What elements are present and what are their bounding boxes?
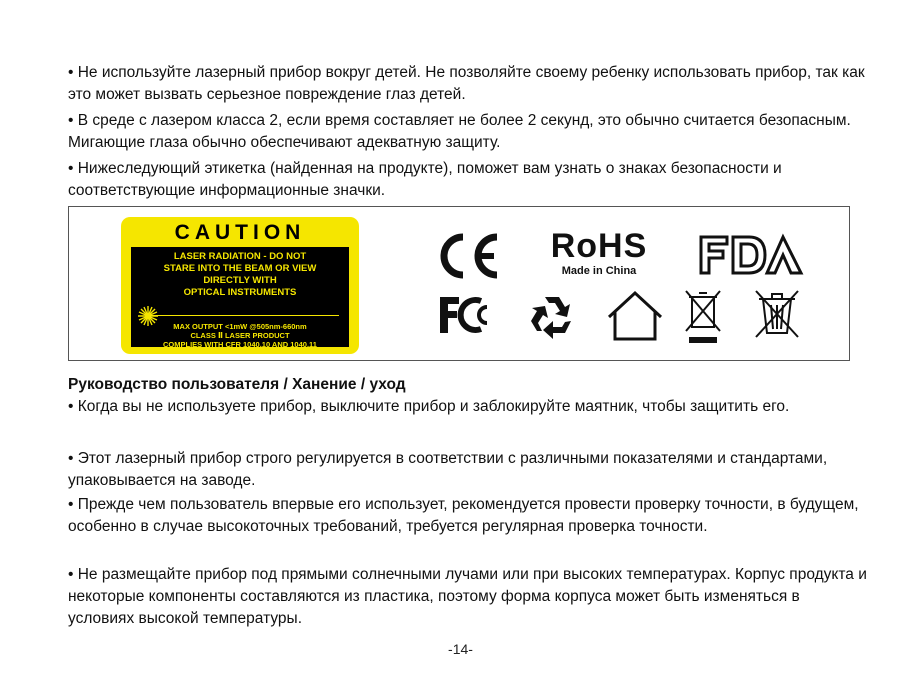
spec-line: MAX OUTPUT <1mW @505nm-660nm (173, 322, 307, 331)
spec-line: COMPLIES WITH CFR 1040.10 AND 1040.11 (163, 340, 317, 349)
warning-line: DIRECTLY WITH (203, 275, 277, 286)
warning-line: OPTICAL INSTRUMENTS (183, 287, 297, 298)
caution-label (121, 217, 359, 354)
paragraph-factory-packed: • Этот лазерный прибор строго регулируется в соответствии с различными показателями и стандартами, упаковывается на заводе. (68, 450, 828, 489)
paragraph-temperature-warning: • Не размещайте прибор под прямыми солнечными лучами или при высоких температурах. Корпус продукта и некоторые компоненты составляются из пластика, поэтому форма корпуса может быть изменяться в условиях высокой температуры. (68, 566, 867, 627)
paragraph-children-warning: • Не используйте лазерный прибор вокруг детей. Не позволяйте своему ребенку использовать прибор, так как это может вызвать серьезное повреждение глаз детей. (68, 64, 865, 103)
recycle-icon (525, 291, 579, 341)
caution-title: CAUTION (174, 221, 306, 244)
paragraph-accuracy-check: • Прежде чем пользователь впервые его использует, рекомендуется провести проверку точности, в будущем, особенно в случае высокоточных требований, требуется регулярная проверка точности. (68, 496, 859, 535)
spec-line: CLASS Ⅱ LASER PRODUCT (190, 331, 290, 340)
weee-bin-icon (683, 287, 723, 349)
laser-beam-line (149, 315, 339, 316)
paragraph-lock-pendulum: • Когда вы не используете прибор, выключите прибор и заблокируйте маятник, чтобы защитить его. (68, 398, 790, 415)
fda-icon (697, 233, 805, 277)
rohs-subtitle: Made in China (561, 265, 637, 277)
paragraph-class2-safety: • В среде с лазером класса 2, если время составляет не более 2 секунд, это обычно считается безопасным. Мигающие глаза обычно обеспечивают адекватную защиту. (68, 112, 851, 151)
indoor-use-icon (605, 289, 665, 343)
section-heading: Руководство пользователя / Ханение / уход (68, 376, 406, 393)
caution-label-body (131, 247, 349, 347)
safety-label-panel (68, 206, 850, 361)
fcc-icon (437, 293, 495, 337)
page-number: -14- (448, 641, 473, 657)
warning-line: LASER RADIATION - DO NOT (173, 251, 307, 262)
paragraph-label-info: • Нижеследующий этикетка (найденная на продукте), поможет вам узнать о знаках безопасности и соответствующие информационные значки. (68, 160, 782, 199)
warning-line: STARE INTO THE BEAM OR VIEW (163, 263, 317, 274)
rohs-title: RoHS (550, 227, 648, 265)
ce-mark-icon (431, 231, 503, 281)
crossed-bin-icon (753, 287, 801, 339)
